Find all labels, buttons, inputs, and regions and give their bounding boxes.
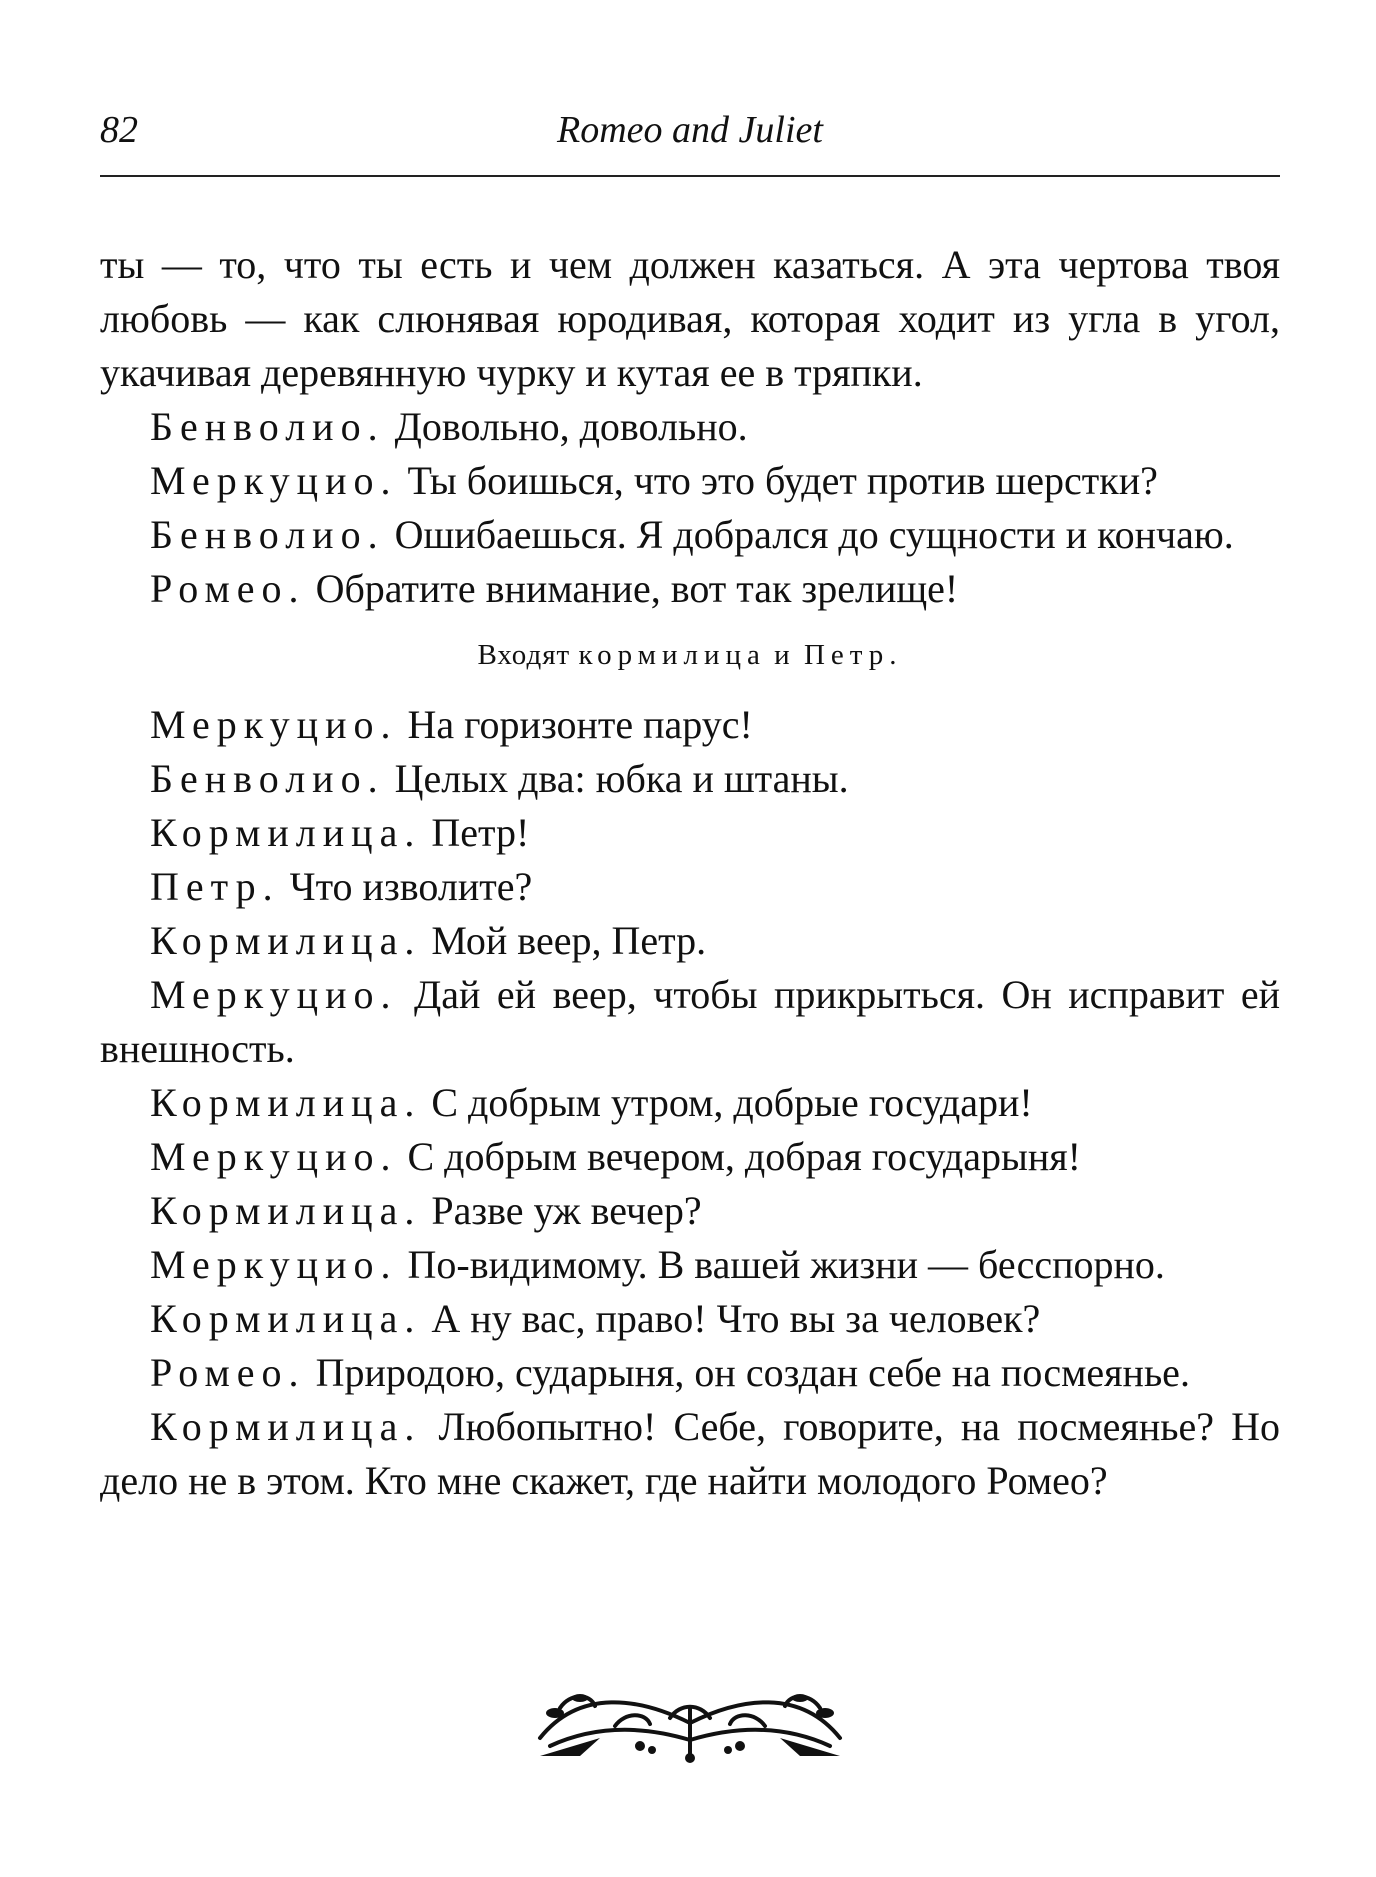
speaker-name: Меркуцио. — [150, 702, 398, 747]
speech-line — [100, 860, 1280, 914]
speaker-name: Кормилица. — [150, 1080, 422, 1125]
speaker-name: Бенволио. — [150, 512, 385, 557]
speaker-name: Меркуцио. — [150, 458, 398, 503]
speaker-name: Бенволио. — [150, 756, 385, 801]
speech-text: С добрым вечером, добрая государыня! — [407, 1134, 1081, 1179]
speaker-name: Ромео. — [150, 566, 306, 611]
header-rule — [100, 175, 1280, 177]
speaker-name: Меркуцио. — [150, 1242, 398, 1287]
speech-text: Дай ей веер, чтобы прикрыться. Он исправит ей внешность. — [100, 972, 1281, 1071]
speech-text: Ты боишься, что это будет против шерстки? — [407, 458, 1158, 503]
speech-text: Природою, сударыня, он создан себе на посмеянье. — [315, 1350, 1190, 1395]
speaker-name: Кормилица. — [150, 918, 422, 963]
speech-text: По-видимому. В вашей жизни — бесспорно. — [407, 1242, 1165, 1287]
speaker-name: Кормилица. — [150, 1296, 422, 1341]
speech-text: Разве уж вечер? — [431, 1188, 702, 1233]
speaker-name: Петр. — [150, 864, 280, 909]
speaker-name: Меркуцио. — [150, 1134, 398, 1179]
speech-text: Довольно, довольно. — [394, 404, 748, 449]
speech-line — [100, 698, 1280, 752]
speech-text: Мой веер, Петр. — [431, 918, 707, 963]
speech-text: А ну вас, право! Что вы за человек? — [431, 1296, 1041, 1341]
speech-text: Целых два: юбка и штаны. — [394, 756, 849, 801]
speech-line — [100, 968, 1280, 1076]
speech-text: Ошибаешься. Я добрался до сущности и кончаю. — [394, 512, 1234, 557]
speaker-name: Бенволио. — [150, 404, 385, 449]
speaker-name: Меркуцио. — [150, 972, 398, 1017]
speech-line — [100, 1238, 1280, 1292]
stage-direction: Входят кормилица и Петр. — [477, 639, 903, 671]
speech-line — [100, 914, 1280, 968]
speaker-name: Кормилица. — [150, 810, 422, 855]
speech-line — [100, 806, 1280, 860]
floral-tailpiece-icon — [520, 1668, 860, 1764]
speaker-name: Кормилица. — [150, 1188, 422, 1233]
speech-line — [100, 752, 1280, 806]
speech-line — [100, 400, 1280, 454]
speech-text: Петр! — [431, 810, 530, 855]
page-number: 82 — [100, 109, 138, 151]
speech-text: С добрым утром, добрые государи! — [431, 1080, 1033, 1125]
running-title: Romeo and Juliet — [557, 109, 823, 151]
speech-line — [100, 1130, 1280, 1184]
speech-text: Что изволите? — [289, 864, 533, 909]
speech-line — [100, 562, 1280, 616]
speaker-name: Кормилица. — [150, 1404, 422, 1449]
speech-line — [100, 1292, 1280, 1346]
speech-line — [100, 1076, 1280, 1130]
speech-text: Любопытно! Себе, говорите, на посмеянье? Но дело не в этом. Кто мне скажет, где найти молодого Ромео? — [100, 1404, 1280, 1503]
speech-text: Обратите внимание, вот так зрелище! — [315, 566, 959, 611]
speech-line — [100, 1400, 1280, 1508]
play-text — [100, 238, 1280, 1508]
paragraph-continuation: ты — то, что ты есть и чем должен казаться. А эта чертова твоя любовь — как слюнявая юродивая, которая ходит из угла в угол, укачивая деревянную чурку и кутая ее в тряпки. — [100, 242, 1280, 395]
speech-line — [100, 508, 1280, 562]
speech-text: На горизонте парус! — [407, 702, 753, 747]
speech-line — [100, 1184, 1280, 1238]
speech-line — [100, 454, 1280, 508]
speaker-name: Ромео. — [150, 1350, 306, 1395]
running-header — [100, 108, 1280, 158]
speech-line — [100, 1346, 1280, 1400]
